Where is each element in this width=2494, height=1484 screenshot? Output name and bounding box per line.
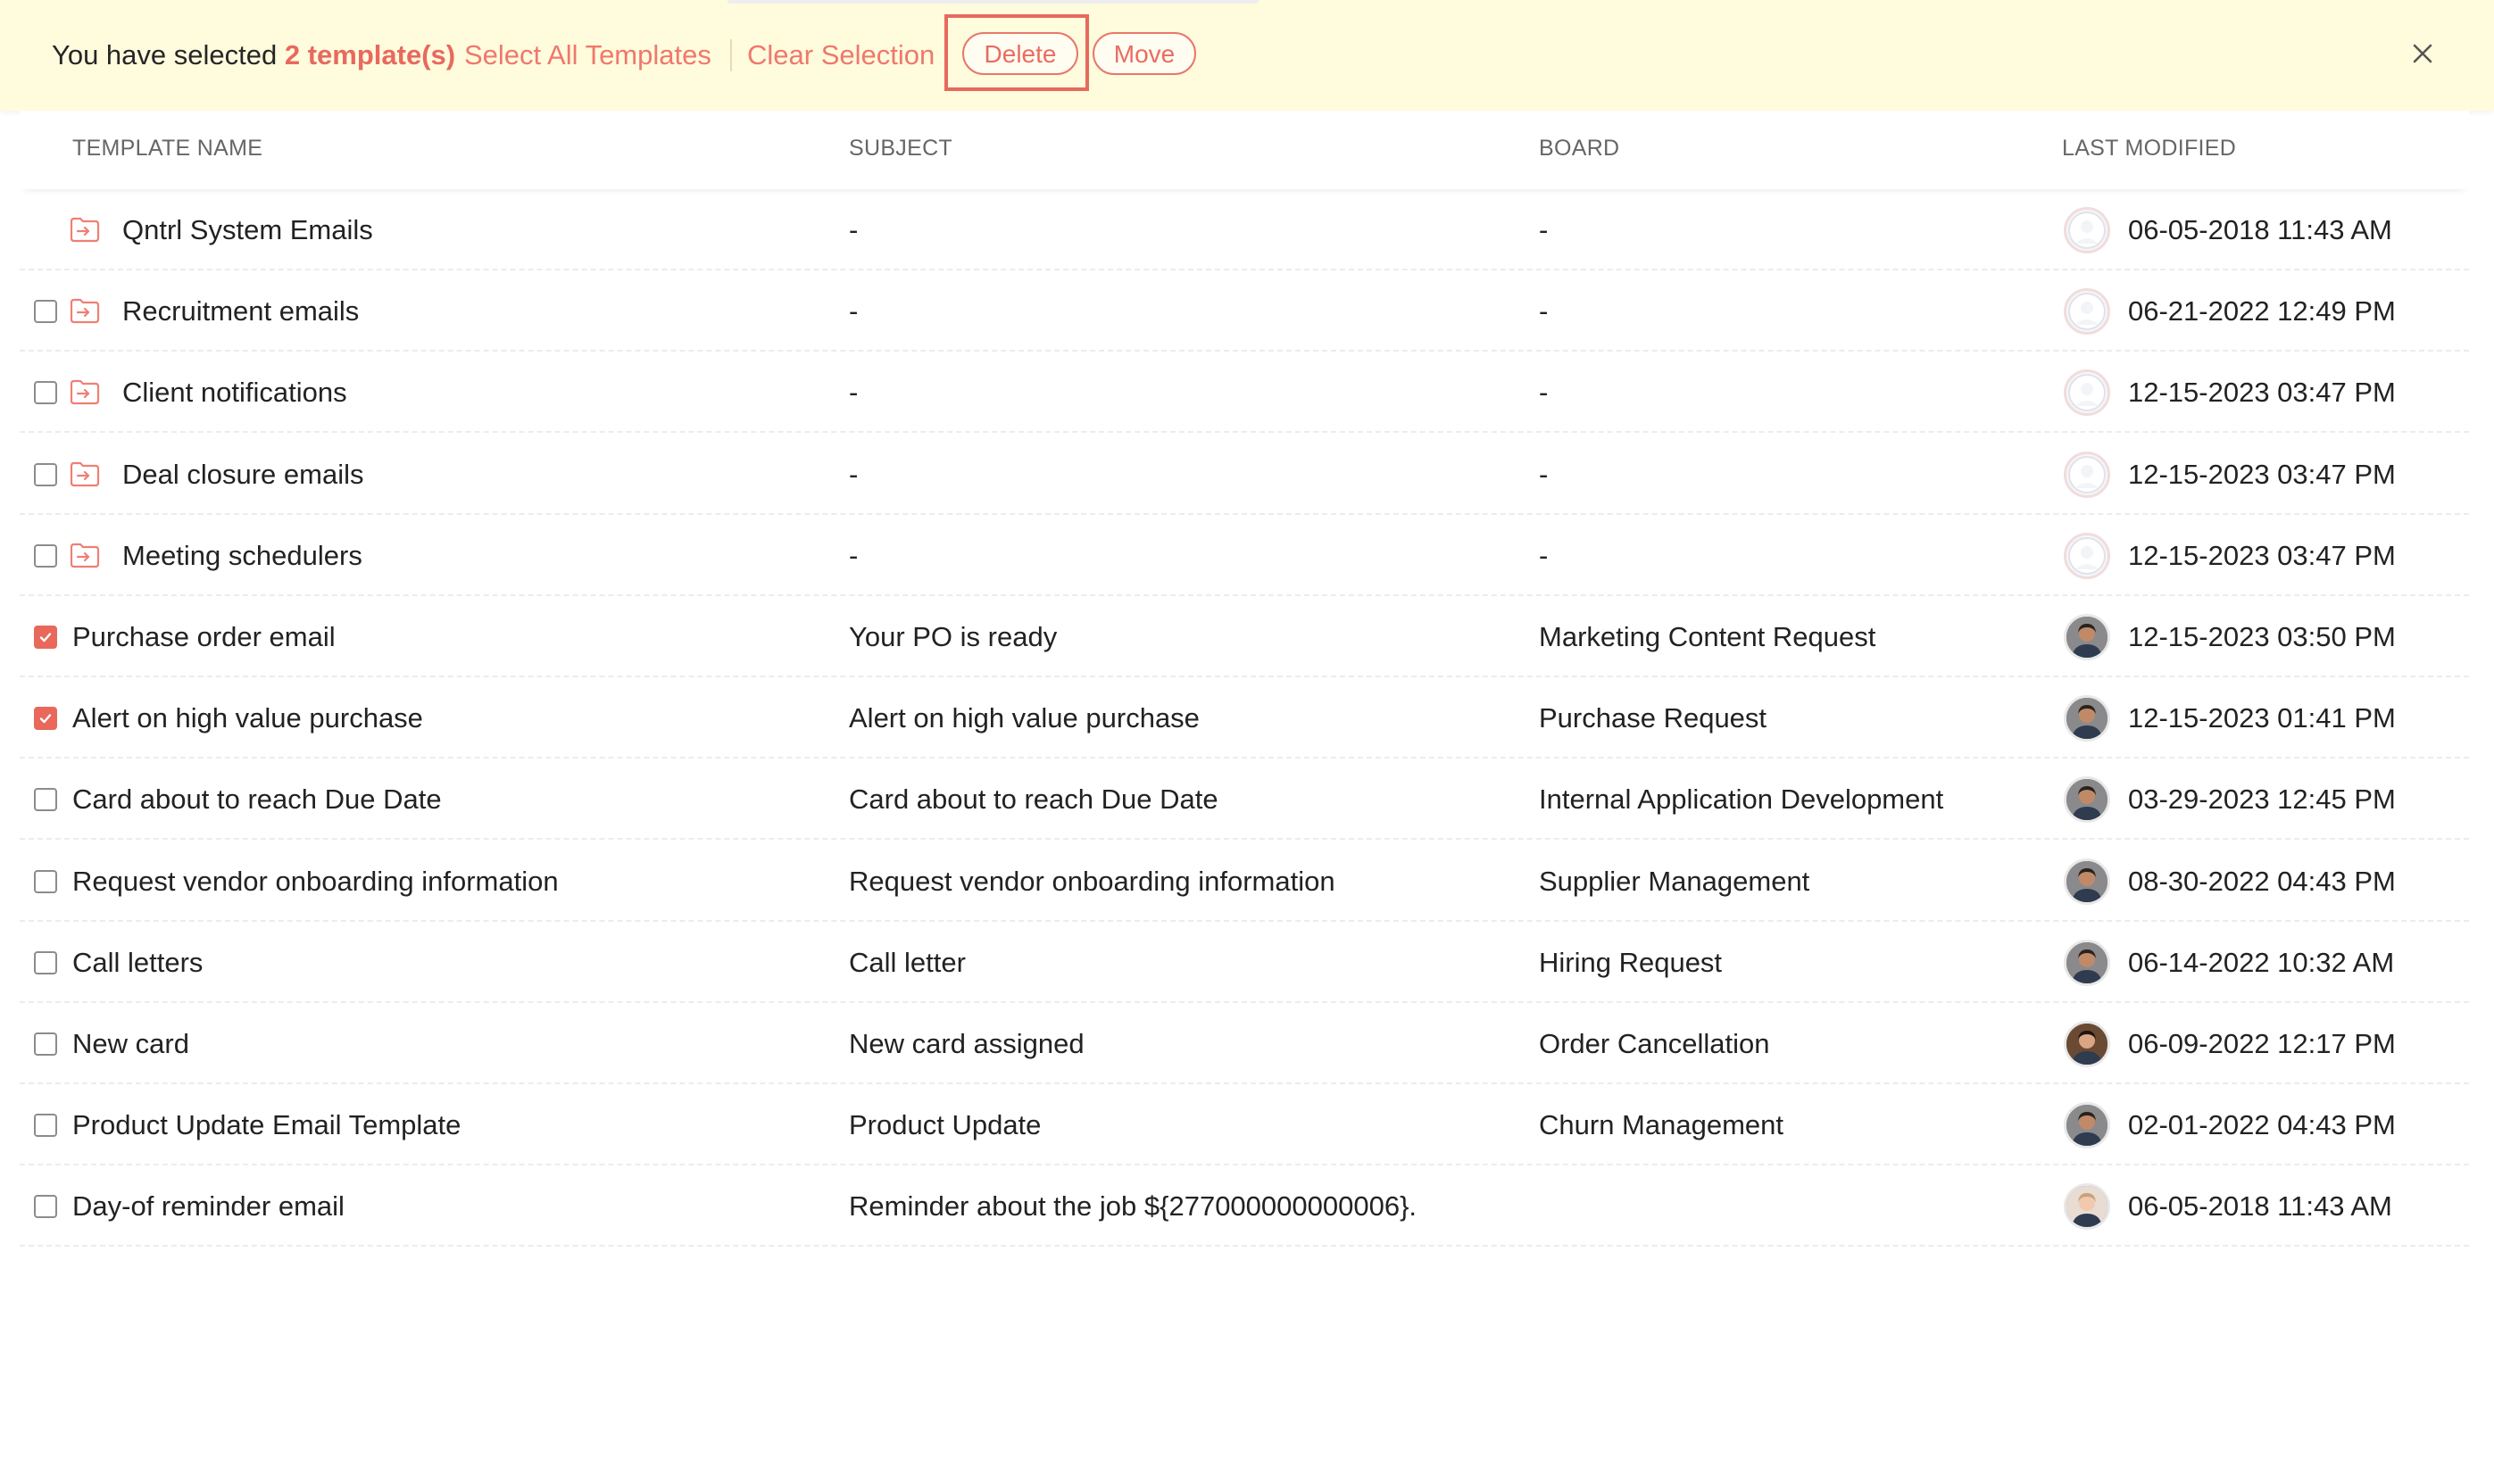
table-row[interactable] [20,1003,2469,1084]
template-board: - [1539,214,1549,245]
avatar [2064,369,2110,416]
template-board: Churn Management [1539,1109,1783,1141]
template-subject: Request vendor onboarding information [849,865,1335,897]
table-row[interactable] [20,759,2469,840]
selection-count: 2 template(s) [284,39,456,70]
column-header-subject[interactable]: SUBJECT [849,136,953,161]
table-row[interactable] [20,922,2469,1003]
template-board: - [1539,458,1549,490]
avatar [2064,288,2110,335]
selection-prefix: You have selected [52,39,278,70]
template-subject: Alert on high value purchase [849,702,1200,734]
table-row[interactable] [20,352,2469,433]
row-checkbox[interactable] [34,463,57,486]
row-checkbox[interactable] [34,870,57,893]
select-all-templates-link[interactable]: Select All Templates [464,39,711,70]
last-modified-date: 06-21-2022 12:49 PM [2128,295,2396,327]
template-name[interactable]: Recruitment emails [122,295,360,327]
template-board: Internal Application Development [1539,783,1944,816]
last-modified-date: 06-05-2018 11:43 AM [2128,1190,2392,1223]
avatar [2064,695,2110,742]
row-checkbox[interactable] [34,300,57,323]
folder-move-icon [70,297,100,324]
delete-button[interactable]: Delete [962,32,1078,75]
column-header-template-name[interactable]: TEMPLATE NAME [72,136,263,161]
banner-divider [730,39,732,71]
folder-move-icon [70,542,100,568]
close-icon[interactable] [2407,37,2439,70]
avatar [2064,1102,2110,1148]
table-row[interactable] [20,270,2469,352]
avatar [2064,207,2110,253]
table-row[interactable] [20,189,2469,270]
row-checkbox[interactable] [34,381,57,404]
template-subject: New card assigned [849,1028,1085,1059]
row-checkbox[interactable] [34,544,57,568]
last-modified-date: 03-29-2023 12:45 PM [2128,783,2396,816]
avatar [2064,1183,2110,1230]
table-row[interactable] [20,434,2469,515]
row-checkbox[interactable] [34,788,57,811]
template-board: Hiring Request [1539,946,1723,978]
folder-move-icon [70,378,100,405]
template-name[interactable]: Qntrl System Emails [122,214,373,245]
template-name[interactable]: Product Update Email Template [72,1109,461,1141]
table-row[interactable] [20,596,2469,677]
template-subject: - [849,295,859,327]
template-board: Purchase Request [1539,702,1767,734]
last-modified-date: 02-01-2022 04:43 PM [2128,1109,2396,1141]
template-name[interactable]: Call letters [72,946,204,978]
last-modified-date: 12-15-2023 03:47 PM [2128,377,2396,409]
template-board: - [1539,295,1549,327]
template-name[interactable]: Request vendor onboarding information [72,865,559,897]
avatar [2064,776,2110,823]
template-board: Order Cancellation [1539,1028,1770,1059]
last-modified-date: 06-14-2022 10:32 AM [2128,946,2395,978]
template-name[interactable]: Deal closure emails [122,458,364,490]
template-subject: Card about to reach Due Date [849,783,1218,816]
banner-top-tab [727,0,1259,4]
avatar [2064,452,2110,498]
template-subject: - [849,377,859,409]
last-modified-date: 06-05-2018 11:43 AM [2128,214,2392,245]
table-row[interactable] [20,515,2469,596]
template-board: Supplier Management [1539,865,1810,897]
template-subject: - [849,214,859,245]
template-subject: Reminder about the job ${277000000000006}. [849,1190,1417,1223]
last-modified-date: 08-30-2022 04:43 PM [2128,865,2396,897]
template-subject: - [849,539,859,571]
table-row[interactable] [20,677,2469,759]
last-modified-date: 12-15-2023 03:50 PM [2128,621,2396,652]
template-board: Marketing Content Request [1539,621,1876,652]
row-checkbox[interactable] [34,707,57,730]
row-checkbox[interactable] [34,1114,57,1137]
folder-move-icon [70,216,100,243]
template-name[interactable]: Day-of reminder email [72,1190,345,1223]
row-checkbox[interactable] [34,1032,57,1056]
avatar [2064,1021,2110,1067]
selection-banner [0,0,2494,111]
selection-summary [52,34,455,77]
table-row[interactable] [20,1165,2469,1247]
template-subject: - [849,458,859,490]
template-board: - [1539,377,1549,409]
template-name[interactable]: New card [72,1028,189,1059]
last-modified-date: 12-15-2023 01:41 PM [2128,702,2396,734]
table-header [20,111,2469,189]
template-name[interactable]: Alert on high value purchase [72,702,423,734]
row-checkbox[interactable] [34,1195,57,1218]
avatar [2064,614,2110,660]
template-name[interactable]: Client notifications [122,377,347,409]
table-row[interactable] [20,841,2469,922]
avatar [2064,533,2110,579]
avatar [2064,858,2110,905]
row-checkbox[interactable] [34,626,57,649]
table-row[interactable] [20,1084,2469,1165]
move-button[interactable]: Move [1093,32,1196,75]
template-subject: Call letter [849,946,966,978]
avatar [2064,940,2110,986]
clear-selection-link[interactable]: Clear Selection [747,39,935,70]
folder-move-icon [70,460,100,487]
template-board: - [1539,539,1549,571]
row-checkbox[interactable] [34,951,57,974]
last-modified-date: 06-09-2022 12:17 PM [2128,1028,2396,1059]
column-header-last-modified[interactable]: LAST MODIFIED [2062,136,2237,161]
template-subject: Product Update [849,1109,1042,1141]
template-name[interactable]: Purchase order email [72,621,336,652]
template-name[interactable]: Card about to reach Due Date [72,783,442,816]
column-header-board[interactable]: BOARD [1539,136,1620,161]
last-modified-date: 12-15-2023 03:47 PM [2128,539,2396,571]
template-subject: Your PO is ready [849,621,1058,652]
last-modified-date: 12-15-2023 03:47 PM [2128,458,2396,490]
template-name[interactable]: Meeting schedulers [122,539,362,571]
